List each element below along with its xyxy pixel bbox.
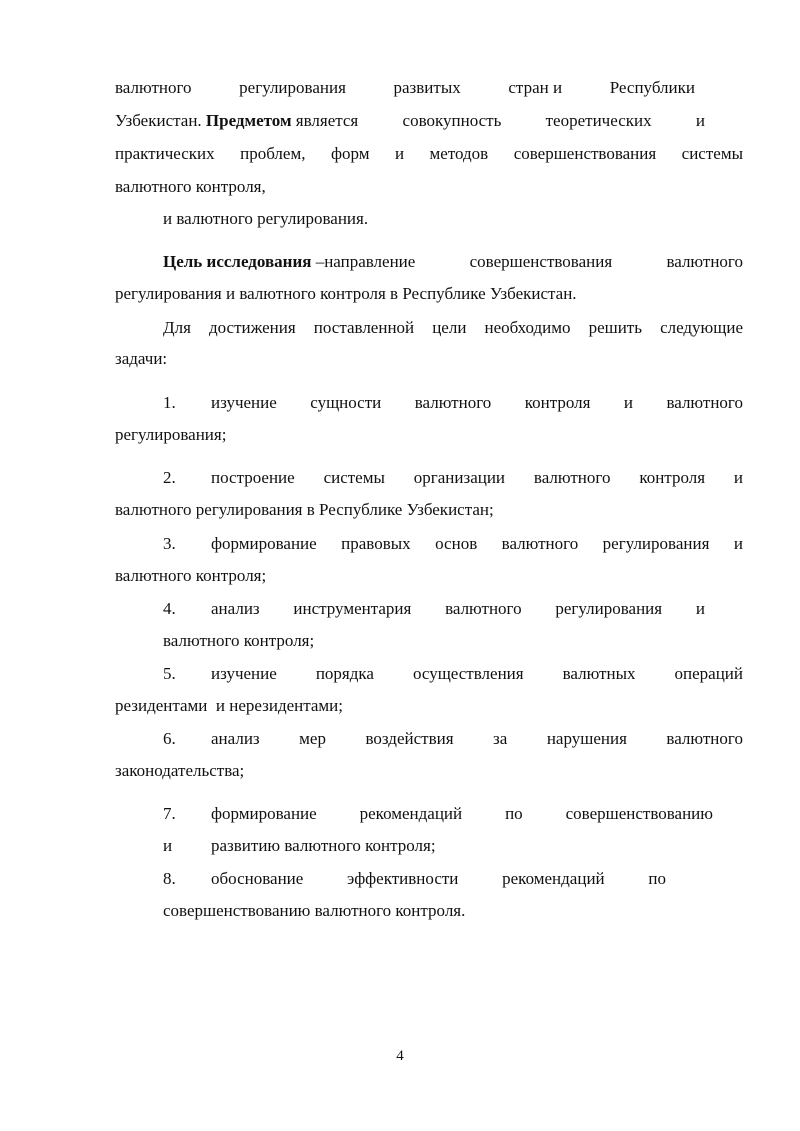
word: изучение xyxy=(211,664,277,683)
word: и xyxy=(695,111,705,130)
word: формирование xyxy=(211,534,317,553)
word: и xyxy=(695,599,705,618)
word: и xyxy=(623,393,633,412)
word: валютного xyxy=(533,468,611,487)
word: валютного xyxy=(445,599,522,618)
word: правовых xyxy=(341,534,411,553)
p1-line-1 xyxy=(115,78,695,98)
task-line-2: валютного контроля; xyxy=(115,566,267,585)
task-line xyxy=(211,804,713,824)
task-number: 3. xyxy=(163,534,176,553)
word: осуществления xyxy=(412,664,524,683)
task-line-2: валютного регулирования в Республике Узбекистан; xyxy=(115,500,494,519)
word: построение xyxy=(211,468,295,487)
word: совершенствования xyxy=(513,144,657,163)
subject-term: Предметом xyxy=(205,111,292,130)
dash: – xyxy=(315,252,325,271)
word: инструментария xyxy=(293,599,412,618)
page-number: 4 xyxy=(396,1048,404,1064)
tasks-intro-line-1 xyxy=(163,318,743,338)
word: системы xyxy=(681,144,743,163)
word: форм xyxy=(330,144,370,163)
word: валютного xyxy=(666,729,743,748)
word: порядка xyxy=(315,664,374,683)
word: регулирования xyxy=(555,599,663,618)
word: проблем, xyxy=(240,144,306,163)
word: практических xyxy=(115,144,215,163)
word: теоретических xyxy=(545,111,652,130)
word: изучение xyxy=(211,393,277,412)
p1-line-3 xyxy=(115,144,743,164)
p1-line-5: и валютного регулирования. xyxy=(163,209,369,228)
word: нарушения xyxy=(546,729,627,748)
word: регулирования xyxy=(602,534,710,553)
word: Для xyxy=(163,318,191,337)
word: воздействия xyxy=(365,729,454,748)
word: анализ xyxy=(211,729,260,748)
word: контроля xyxy=(639,468,706,487)
word: по xyxy=(648,869,666,888)
word: анализ xyxy=(211,599,260,618)
word: мер xyxy=(299,729,326,748)
word: организации xyxy=(413,468,506,487)
task-line-2: развитию валютного контроля; xyxy=(211,836,436,855)
word: является xyxy=(295,111,359,130)
task-number: 7. xyxy=(163,804,176,823)
task-number: 2. xyxy=(163,468,176,487)
task-line xyxy=(211,664,743,684)
word: эффективности xyxy=(347,869,459,888)
word: решить xyxy=(588,318,642,337)
word: системы xyxy=(323,468,385,487)
word: контроля xyxy=(524,393,591,412)
task-line xyxy=(211,729,743,749)
word: рекомендаций xyxy=(502,869,605,888)
word: цели xyxy=(432,318,467,337)
word: Узбекистан. xyxy=(115,111,202,130)
word: валютного xyxy=(414,393,492,412)
word: стран и xyxy=(508,78,563,97)
task-line xyxy=(211,468,743,488)
word: валютного xyxy=(666,393,743,412)
task-number: 1. xyxy=(163,393,176,412)
word: направление xyxy=(324,252,416,271)
task-line xyxy=(211,393,743,413)
word: формирование xyxy=(211,804,317,823)
word: совокупность xyxy=(402,111,502,130)
word: совершенствованию xyxy=(565,804,713,823)
word: по xyxy=(505,804,523,823)
task-number: 8. xyxy=(163,869,176,888)
task-line-2-conj: и xyxy=(163,836,173,855)
word: валютного xyxy=(666,252,743,271)
word: совершенствования xyxy=(469,252,613,271)
task-number: 5. xyxy=(163,664,176,683)
word: за xyxy=(493,729,508,748)
task-line xyxy=(211,869,666,889)
goal-line-2: регулирования и валютного контроля в Республике Узбекистан. xyxy=(115,284,577,303)
word: рекомендаций xyxy=(359,804,463,823)
word: валютного xyxy=(115,78,192,97)
word: необходимо xyxy=(484,318,571,337)
task-line-2: валютного контроля; xyxy=(163,631,315,650)
word: регулирования xyxy=(239,78,346,97)
word: основ xyxy=(435,534,478,553)
word: и xyxy=(733,534,743,553)
word: сущности xyxy=(310,393,382,412)
word: развитых xyxy=(393,78,461,97)
word: достижения xyxy=(208,318,296,337)
goal-line-1 xyxy=(163,252,743,272)
word: операций xyxy=(674,664,743,683)
task-number: 4. xyxy=(163,599,176,618)
word: и xyxy=(733,468,743,487)
p1-line-4: валютного контроля, xyxy=(115,177,266,196)
word: и xyxy=(394,144,405,163)
word: обоснование xyxy=(211,869,304,888)
tasks-intro-line-2: задачи: xyxy=(115,349,168,368)
word: методов xyxy=(429,144,489,163)
task-line-2: резидентами и нерезидентами; xyxy=(115,696,344,715)
task-line xyxy=(211,534,743,554)
task-line xyxy=(211,599,705,619)
task-line-2: регулирования; xyxy=(115,425,227,444)
task-line-2: совершенствованию валютного контроля. xyxy=(163,901,466,920)
task-line-2: законодательства; xyxy=(115,761,245,780)
p1-line-2 xyxy=(115,111,705,131)
word: валютных xyxy=(562,664,636,683)
word: валютного xyxy=(501,534,579,553)
task-number: 6. xyxy=(163,729,176,748)
word: поставленной xyxy=(313,318,415,337)
goal-term: Цель исследования xyxy=(163,252,312,271)
word: Республики xyxy=(609,78,695,97)
word: следующие xyxy=(660,318,743,337)
